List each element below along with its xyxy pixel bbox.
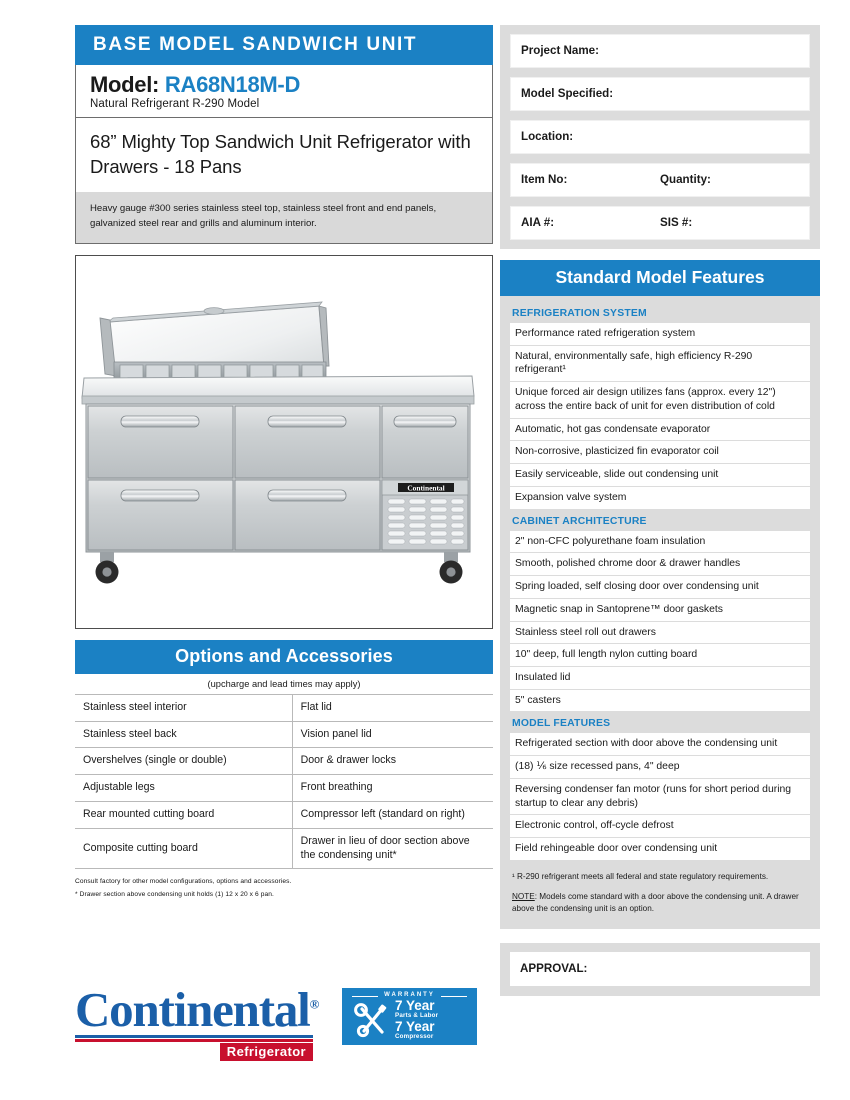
- condensing-unit-panel: [382, 480, 468, 550]
- option-cell: Drawer in lieu of door section above the condensing unit*: [292, 828, 493, 869]
- warranty-body: [344, 998, 475, 1040]
- model-box: [75, 65, 493, 118]
- list-item: Electronic control, off-cycle defrost: [510, 815, 810, 838]
- item-no-label: Item No:: [521, 173, 568, 186]
- option-cell: Stainless steel interior: [75, 695, 292, 721]
- item-quantity-field[interactable]: [510, 163, 810, 197]
- option-cell: Overshelves (single or double): [75, 748, 292, 775]
- list-item: Expansion valve system: [510, 487, 810, 510]
- options-table: [75, 695, 493, 869]
- option-cell: Adjustable legs: [75, 775, 292, 802]
- option-cell: Front breathing: [292, 775, 493, 802]
- wrench-screwdriver-icon: [352, 1001, 392, 1039]
- section-title-model-features: MODEL FEATURES: [512, 718, 611, 730]
- options-footnotes: [75, 876, 493, 901]
- description-box: [75, 118, 493, 244]
- brand-plate-label: Continental: [407, 483, 445, 493]
- list-item: Smooth, polished chrome door & drawer handles: [510, 553, 810, 576]
- features-heading: Standard Model Features: [500, 260, 820, 296]
- brand-name: [75, 982, 319, 1037]
- warranty-compressor-years: 7 Year: [395, 1018, 435, 1034]
- list-item: 2" non-CFC polyurethane foam insulation: [510, 531, 810, 554]
- stainless-top: [82, 376, 474, 404]
- warranty-badge: [342, 988, 477, 1045]
- feature-list-cabinet: [510, 531, 810, 713]
- list-item: Spring loaded, self closing door over condensing unit: [510, 576, 810, 599]
- footnote-drawer-section: * Drawer section above condensing unit holds (1) 12 x 20 x 6 pan.: [75, 890, 274, 898]
- aia-label: AIA #:: [521, 216, 555, 229]
- sis-label: SIS #:: [660, 216, 693, 229]
- list-item: Field rehingeable door over condensing unit: [510, 838, 810, 861]
- feature-list-model: [510, 733, 810, 860]
- footer-branding: [75, 982, 495, 1070]
- approval-label: APPROVAL:: [520, 961, 588, 975]
- option-cell: Door & drawer locks: [292, 748, 493, 775]
- location-field[interactable]: [510, 120, 810, 154]
- table-row: [75, 828, 493, 869]
- list-item: Automatic, hot gas condensate evaporator: [510, 419, 810, 442]
- list-item: Magnetic snap in Santoprene™ door gaskets: [510, 599, 810, 622]
- note-text: : Models come standard with a door above the condensing unit. A drawer above the condensing unit is an option.: [512, 892, 799, 914]
- approval-field[interactable]: [510, 952, 810, 986]
- logo-subbrand-text: Refrigerator: [220, 1043, 313, 1061]
- list-item: Performance rated refrigeration system: [510, 323, 810, 346]
- option-cell: Vision panel lid: [292, 721, 493, 748]
- option-cell: Composite cutting board: [75, 828, 292, 869]
- list-item: Easily serviceable, slide out condensing unit: [510, 464, 810, 487]
- warranty-terms: [392, 999, 469, 1040]
- option-cell: Stainless steel back: [75, 721, 292, 748]
- project-name-field[interactable]: [510, 34, 810, 68]
- list-item: Unique forced air design utilizes fans (approx. every 12") across the entire back of unit for even distribution of cold: [510, 382, 810, 418]
- product-illustration: [76, 256, 492, 628]
- table-row: [75, 748, 493, 775]
- warranty-parts-scope: Parts & Labor: [395, 1012, 439, 1020]
- logo-rule-red: [75, 1039, 313, 1042]
- model-specified-field[interactable]: [510, 77, 810, 111]
- warranty-parts-years: 7 Year: [395, 998, 435, 1013]
- product-description-title: 68” Mighty Top Sandwich Unit Refrigerator with Drawers - 18 Pans: [90, 131, 471, 177]
- registered-trademark-icon: ®: [309, 996, 319, 1012]
- feature-list-refrigeration: [510, 323, 810, 510]
- note-label: NOTE: [512, 892, 535, 902]
- table-row: [75, 721, 493, 748]
- project-name-label: Project Name:: [521, 44, 599, 57]
- options-heading: Options and Accessories: [75, 640, 493, 674]
- continental-logo: [75, 982, 319, 1061]
- footnote-refrigerant: ¹ R-290 refrigerant meets all federal and state regulatory requirements.: [512, 871, 769, 881]
- quantity-label: Quantity:: [660, 173, 711, 186]
- section-title-refrigeration: REFRIGERATION SYSTEM: [512, 308, 647, 319]
- model-number: RA68N18M-D: [164, 71, 301, 97]
- option-cell: Flat lid: [292, 695, 493, 721]
- list-item: Reversing condenser fan motor (runs for short period during startup to clear any debris): [510, 779, 810, 815]
- options-subheading: (upcharge and lead times may apply): [75, 674, 493, 695]
- list-item: Insulated lid: [510, 667, 810, 690]
- left-column: [75, 25, 493, 901]
- logo-subbrand: [75, 1043, 313, 1061]
- table-row: [75, 802, 493, 829]
- list-item: 10" deep, full length nylon cutting board: [510, 644, 810, 667]
- list-item: Refrigerated section with door above the condensing unit: [510, 733, 810, 756]
- model-specified-label: Model Specified:: [521, 87, 614, 100]
- table-row: [75, 695, 493, 721]
- footnote-note: [510, 882, 810, 914]
- list-item: Stainless steel roll out drawers: [510, 622, 810, 645]
- list-item: (18) ⅙ size recessed pans, 4" deep: [510, 756, 810, 779]
- warranty-title: WARRANTY: [344, 990, 475, 998]
- features-panel: [500, 296, 820, 929]
- casters: [96, 552, 463, 584]
- table-row: [75, 775, 493, 802]
- section-title-cabinet: CABINET ARCHITECTURE: [512, 515, 647, 527]
- right-column: [500, 25, 820, 996]
- project-form-panel: [500, 25, 820, 249]
- location-label: Location:: [521, 130, 574, 143]
- option-cell: Rear mounted cutting board: [75, 802, 292, 829]
- page-title: BASE MODEL SANDWICH UNIT: [75, 25, 493, 65]
- brand-name-text: Continental: [75, 982, 310, 1037]
- footnote-consult-factory: Consult factory for other model configurations, options and accessories.: [75, 878, 292, 886]
- approval-panel: [500, 943, 820, 996]
- model-line: [90, 73, 478, 97]
- list-item: Non-corrosive, plasticized fin evaporator coil: [510, 441, 810, 464]
- product-description-note: Heavy gauge #300 series stainless steel top, stainless steel front and end panels, galvanized steel rear and grills and aluminum interior.: [76, 192, 492, 243]
- aia-sis-field[interactable]: [510, 206, 810, 240]
- model-subtitle: Natural Refrigerant R-290 Model: [90, 98, 260, 111]
- list-item: Natural, environmentally safe, high efficiency R-290 refrigerant¹: [510, 346, 810, 382]
- warranty-compressor-scope: Compressor: [395, 1032, 434, 1040]
- product-image-box: [75, 255, 493, 629]
- model-label: Model:: [90, 71, 160, 97]
- list-item: 5" casters: [510, 690, 810, 713]
- option-cell: Compressor left (standard on right): [292, 802, 493, 829]
